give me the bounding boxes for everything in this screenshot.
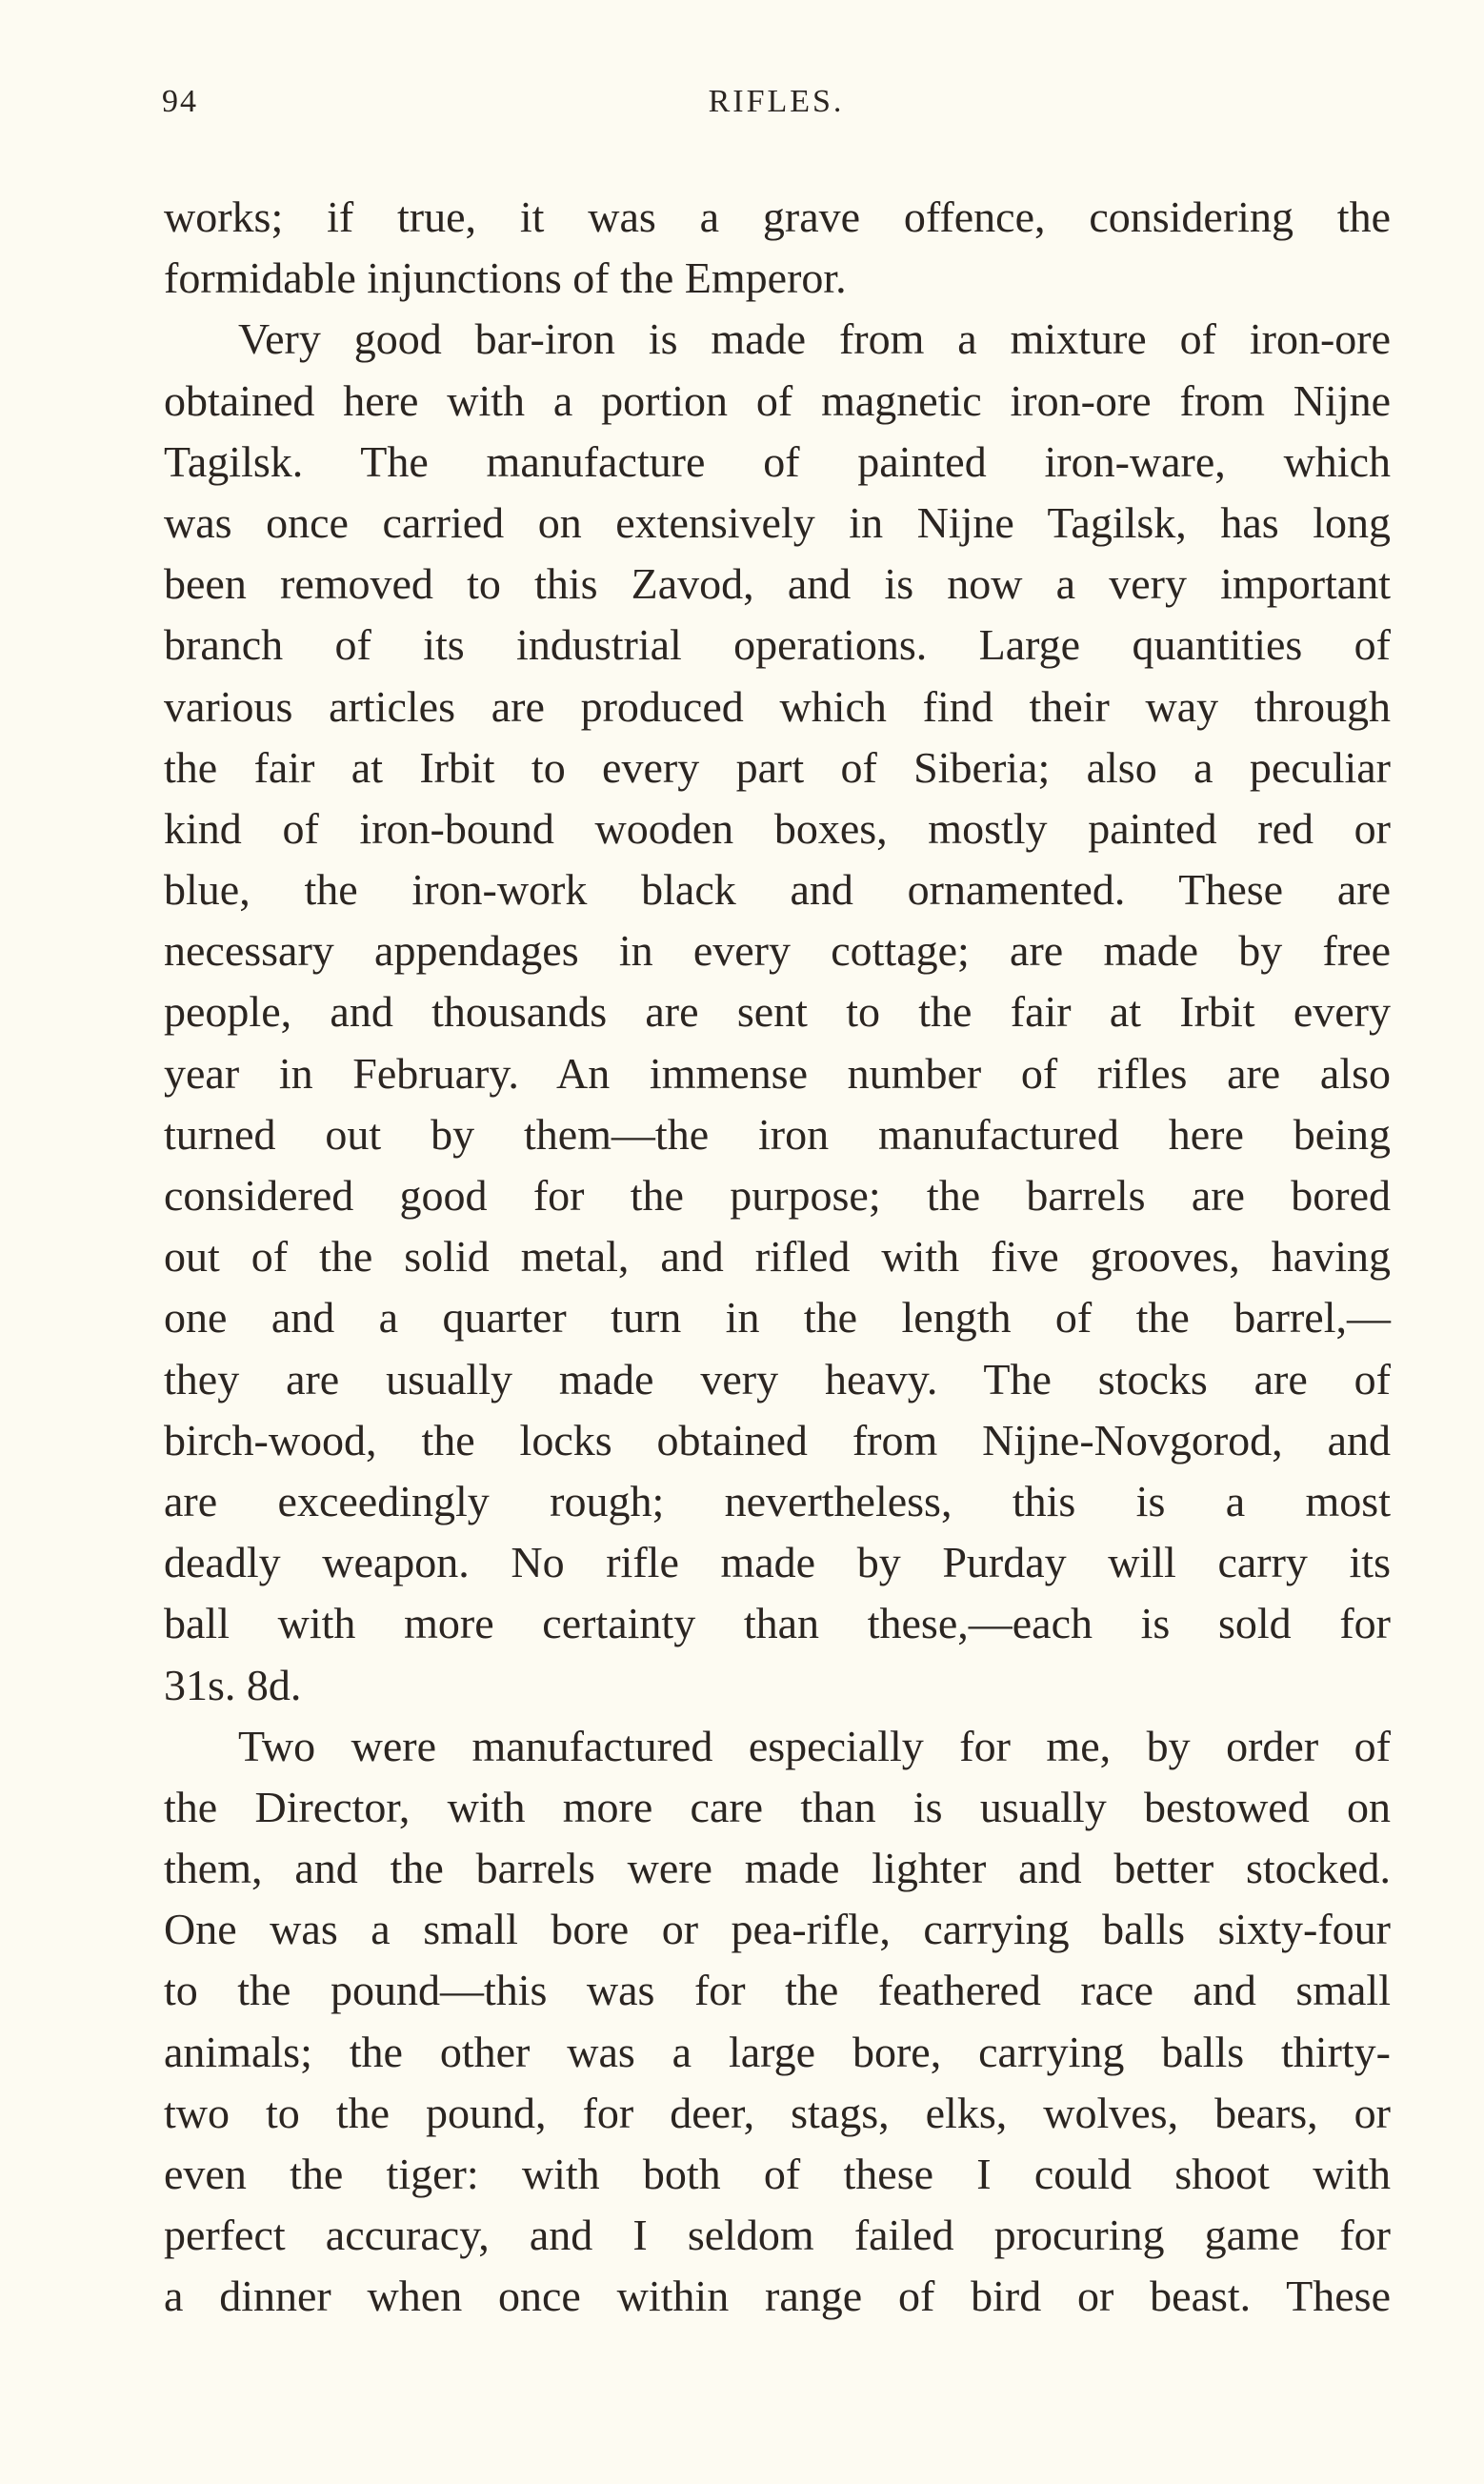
text-line: One was a small bore or pea-rifle, carrying balls sixty-four	[164, 1905, 1391, 1954]
text-line: two to the pound, for deer, stags, elks, wolves, bears, or	[164, 2088, 1391, 2137]
text-line: ball with more certainty than these,—each is sold for	[164, 1599, 1391, 1648]
text-line: turned out by them—the iron manufactured here being	[164, 1109, 1391, 1159]
text-line: one and a quarter turn in the length of the barrel,—	[164, 1293, 1391, 1343]
text-line: people, and thousands are sent to the fair at Irbit every	[164, 987, 1391, 1037]
text-line: the Director, with more care than is usually bestowed on	[164, 1782, 1391, 1831]
text-line: kind of iron-bound wooden boxes, mostly painted red or	[164, 803, 1391, 853]
text-line: 31s. 8d.	[164, 1660, 302, 1709]
text-line: Tagilsk. The manufacture of painted iron-ware, which	[164, 436, 1391, 486]
running-head	[162, 84, 1391, 131]
text-line: obtained here with a portion of magnetic iron-ore from Nijne	[164, 375, 1391, 425]
text-line: blue, the iron-work black and ornamented. These are	[164, 865, 1391, 915]
text-line: are exceedingly rough; nevertheless, this is a most	[164, 1476, 1391, 1525]
running-title: RIFLES.	[708, 84, 845, 119]
text-line: formidable injunctions of the Emperor.	[164, 253, 847, 303]
text-line: year in February. An immense number of rifles are also	[164, 1048, 1391, 1098]
text-line: out of the solid metal, and rifled with five grooves, having	[164, 1232, 1391, 1282]
text-line: perfect accuracy, and I seldom failed procuring game for	[164, 2211, 1391, 2260]
text-line: to the pound—this was for the feathered race and small	[164, 1966, 1391, 2015]
text-line: branch of its industrial operations. Large quantities of	[164, 620, 1391, 670]
text-line: they are usually made very heavy. The stocks are of	[164, 1354, 1391, 1404]
text-line: Two were manufactured especially for me, by order of	[238, 1721, 1391, 1770]
text-line: necessary appendages in every cottage; are made by free	[164, 926, 1391, 976]
text-line: a dinner when once within range of bird or beast. These	[164, 2272, 1391, 2321]
text-line: deadly weapon. No rifle made by Purday will carry its	[164, 1538, 1391, 1587]
text-line: birch-wood, the locks obtained from Nijne-Novgorod, and	[164, 1415, 1391, 1464]
text-line: the fair at Irbit to every part of Siberia; also a peculiar	[164, 742, 1391, 792]
text-line: even the tiger: with both of these I could shoot with	[164, 2150, 1391, 2198]
text-line: works; if true, it was a grave offence, considering the	[164, 192, 1391, 241]
text-line: them, and the barrels were made lighter and better stocked.	[164, 1844, 1391, 1893]
text-line: Very good bar-iron is made from a mixture of iron-ore	[238, 314, 1391, 364]
text-line: been removed to this Zavod, and is now a very important	[164, 559, 1391, 609]
page-number: 94	[162, 84, 198, 119]
text-line: various articles are produced which find their way through	[164, 681, 1391, 731]
text-line: was once carried on extensively in Nijne Tagilsk, has long	[164, 497, 1391, 547]
text-line: animals; the other was a large bore, carrying balls thirty-	[164, 2027, 1391, 2076]
text-line: considered good for the purpose; the barrels are bored	[164, 1171, 1391, 1220]
body-text	[164, 187, 1391, 2328]
